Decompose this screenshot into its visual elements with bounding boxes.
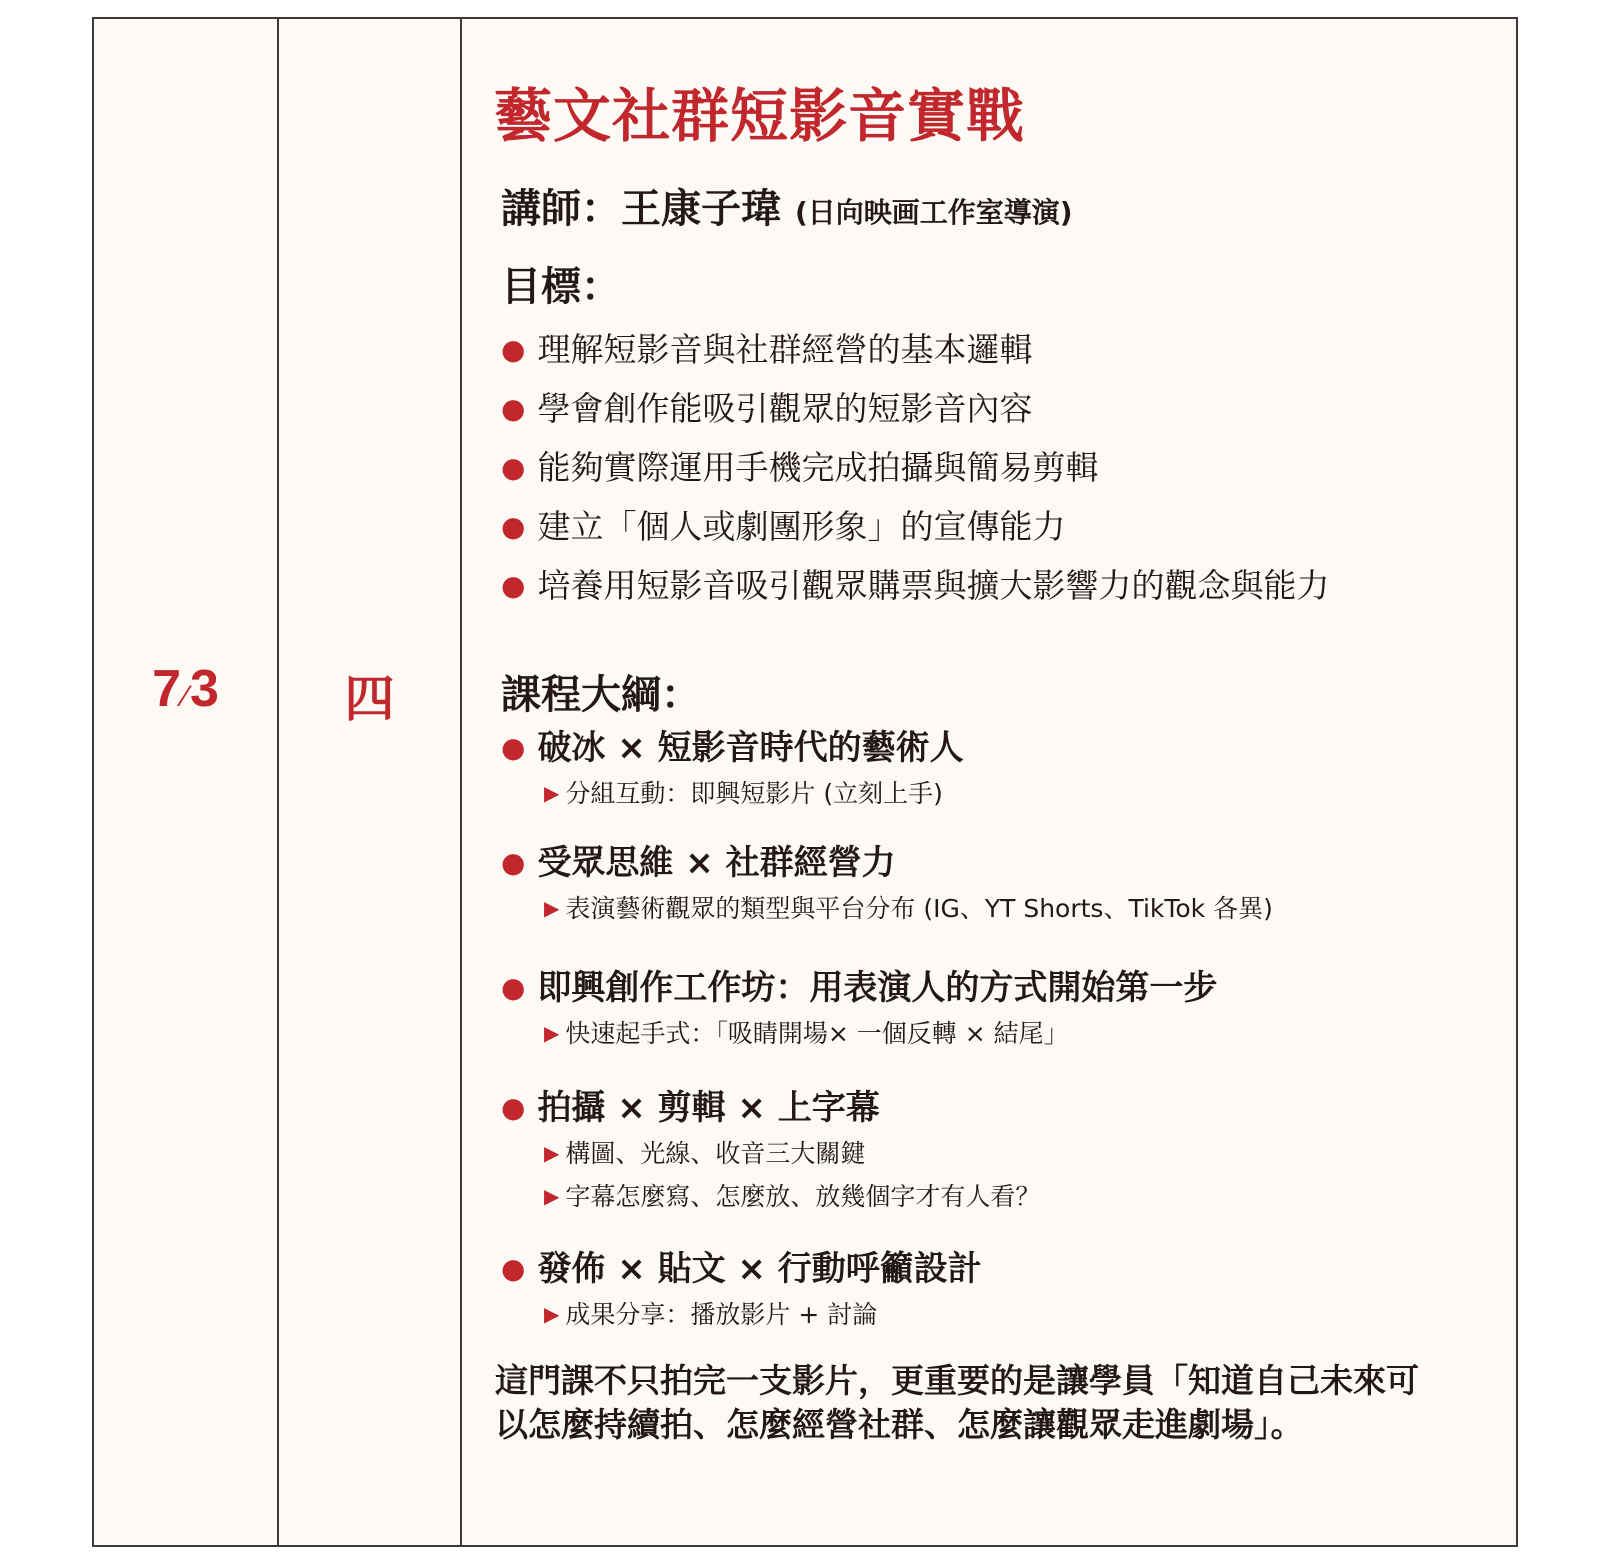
outline-point [501, 1176, 1040, 1219]
date-slash: ⁄ [182, 680, 188, 713]
bullet-icon: ● [501, 451, 526, 484]
triangle-icon: ▶ [544, 1302, 560, 1326]
outline-point [501, 773, 964, 816]
outline-point-text: 表演藝術觀眾的類型與平台分布 (IG、YT Shorts、TikTok 各異) [565, 894, 1273, 923]
outline-title-text: 即興創作工作坊：用表演人的方式開始第一步 [537, 968, 1218, 1008]
outline-point [501, 1294, 982, 1337]
closing-statement: 這門課不只拍完一支影片，更重要的是讓學員「知道自己未來可以怎麼持續拍、怎麼經營社群、怎麼讓觀眾走進劇場」。 [495, 1361, 1419, 1444]
teacher-affiliation: (日向映画工作室導演) [794, 196, 1073, 229]
outline-point-text: 成果分享：播放影片 + 討論 [565, 1300, 878, 1329]
weekday-cell: 四 [344, 670, 395, 728]
course-table [92, 17, 1518, 1547]
outline-title-text: 破冰 × 短影音時代的藝術人 [537, 728, 964, 768]
date-day: 3 [190, 660, 219, 718]
outline-point-text: 字幕怎麼寫、怎麼放、放幾個字才有人看？ [565, 1182, 1041, 1211]
goal-text: 能夠實際運用手機完成拍攝與簡易剪輯 [537, 448, 1099, 487]
outline-section-title [501, 1085, 1040, 1133]
bullet-icon: ● [501, 731, 526, 764]
teacher-line [501, 177, 1073, 234]
outline-section-title [501, 965, 1217, 1013]
triangle-icon: ▶ [544, 1021, 560, 1045]
outline-title-text: 受眾思維 × 社群經營力 [537, 843, 896, 883]
triangle-icon: ▶ [544, 781, 560, 805]
triangle-icon: ▶ [544, 896, 560, 920]
outline-section-title [501, 725, 964, 773]
date-cell [94, 659, 277, 719]
outline-point-text: 快速起手式：「吸睛開場× 一個反轉 × 結尾」 [565, 1019, 1069, 1048]
outline-section [501, 725, 964, 816]
teacher-label: 講師： [501, 186, 621, 232]
outline-section [501, 1246, 982, 1337]
outline-point [501, 888, 1273, 931]
bullet-icon: ● [501, 569, 526, 602]
outline-section [501, 1085, 1040, 1219]
bullet-icon: ● [501, 333, 526, 366]
goals-list [501, 321, 1329, 616]
triangle-icon: ▶ [544, 1184, 560, 1208]
course-content [462, 19, 1516, 1545]
goal-item [501, 321, 1329, 380]
outline-point-text: 構圖、光線、收音三大關鍵 [565, 1139, 866, 1168]
outline-section [501, 840, 1273, 931]
goals-heading: 目標： [501, 264, 621, 310]
bullet-icon: ● [501, 1091, 526, 1124]
goal-item [501, 557, 1329, 616]
teacher-name: 王康子瑋 [621, 186, 781, 232]
bullet-icon: ● [501, 392, 526, 425]
outline-title-text: 發佈 × 貼文 × 行動呼籲設計 [537, 1249, 982, 1289]
outline-section [501, 965, 1217, 1056]
course-title: 藝文社群短影音實戰 [494, 82, 1026, 150]
goal-text: 學會創作能吸引觀眾的短影音內容 [537, 389, 1033, 428]
date-month: 7 [152, 660, 181, 718]
goal-item [501, 439, 1329, 498]
outline-section-title [501, 1246, 982, 1294]
goal-item [501, 498, 1329, 557]
goal-text: 培養用短影音吸引觀眾購票與擴大影響力的觀念與能力 [537, 566, 1330, 605]
goal-text: 理解短影音與社群經營的基本邏輯 [537, 330, 1033, 369]
bullet-icon: ● [501, 846, 526, 879]
column-divider [277, 19, 279, 1545]
bullet-icon: ● [501, 510, 526, 543]
triangle-icon: ▶ [544, 1141, 560, 1165]
outline-heading: 課程大綱： [501, 672, 701, 718]
outline-section-title [501, 840, 1273, 888]
bullet-icon: ● [501, 971, 526, 1004]
outline-point [501, 1013, 1217, 1056]
outline-point-text: 分組互動：即興短影片 (立刻上手) [565, 779, 943, 808]
goal-text: 建立「個人或劇團形象」的宣傳能力 [537, 507, 1066, 546]
goal-item [501, 380, 1329, 439]
outline-point [501, 1133, 1040, 1176]
bullet-icon: ● [501, 1252, 526, 1285]
outline-title-text: 拍攝 × 剪輯 × 上字幕 [537, 1088, 880, 1128]
